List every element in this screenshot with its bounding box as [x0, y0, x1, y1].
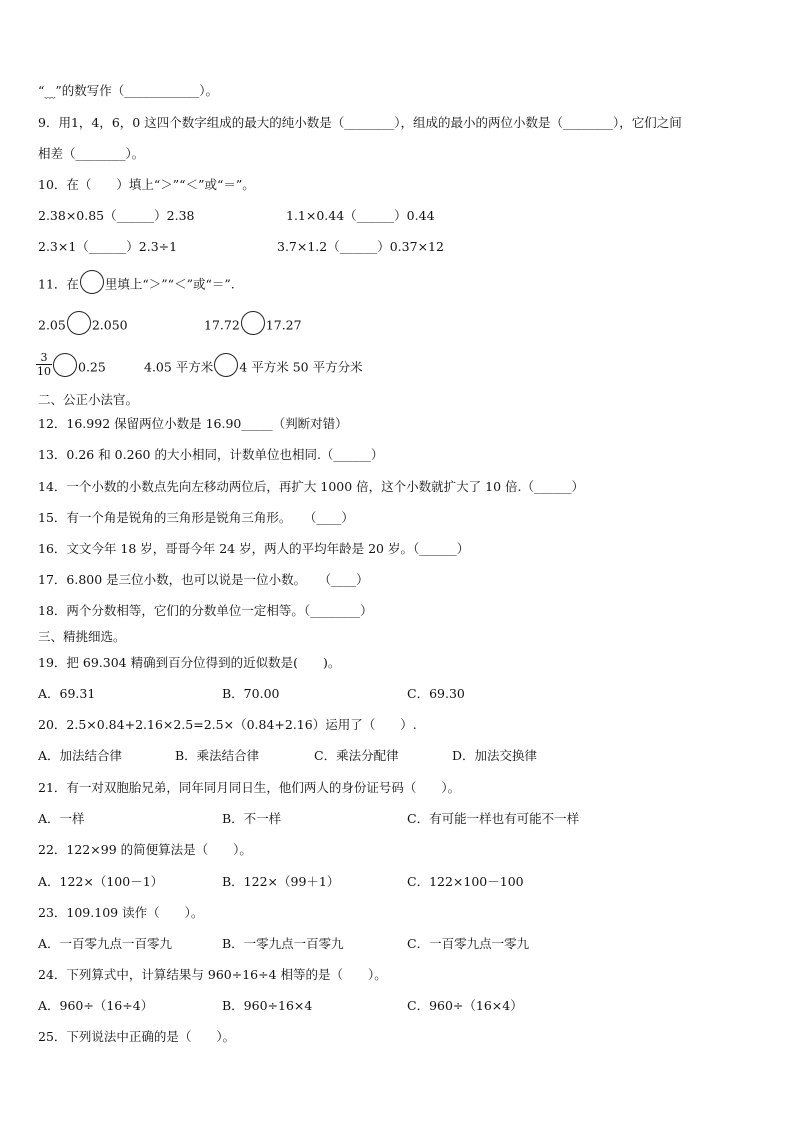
q10-title: 10．在（ ）填上“＞”“＜”或“＝”。	[38, 177, 255, 192]
q19-option-a[interactable]: A．69.31	[38, 686, 96, 701]
q10-item-c: 2.3×1（______）2.3÷1	[38, 239, 178, 254]
q20-option-d[interactable]: D．加法交换律	[452, 748, 538, 763]
section-2-heading: 二、公正小法官。	[38, 392, 139, 407]
q24-stem: 24．下列算式中，计算结果与 960÷16÷4 相等的是（ ）。	[38, 967, 387, 982]
q11-item-a: 2.05 2.050	[38, 317, 128, 335]
q9-line1: 9．用1，4，6，0 这四个数字组成的最大的纯小数是（________），组成的最小的两位小数是（________），它们之间	[38, 115, 682, 130]
q20-stem: 20．2.5×0.84+2.16×2.5=2.5×（0.84+2.16）运用了（ ）.	[38, 717, 417, 732]
q21-option-a[interactable]: A．一样	[38, 811, 85, 826]
q22-option-b[interactable]: B．122×（99＋1）	[222, 874, 340, 889]
q21-stem: 21．有一对双胞胎兄弟，同年同月同日生，他们两人的身份证号码（ ）。	[38, 780, 461, 795]
q13: 13．0.26 和 0.260 的大小相同，计数单位也相同.（______）	[38, 447, 384, 462]
q23-stem: 23．109.109 读作（ ）。	[38, 905, 204, 920]
q19-option-c[interactable]: C．69.30	[407, 686, 465, 701]
q15: 15．有一个角是锐角的三角形是锐角三角形。 （____）	[38, 510, 354, 525]
q11-title: 11．在 里填上“＞”“＜”或“＝”.	[38, 276, 235, 294]
q10-item-b: 1.1×0.44（______）0.44	[286, 208, 435, 223]
q14: 14．一个小数的小数点先向左移动两位后，再扩大 1000 倍，这个小数就扩大了 10 倍.（______）	[38, 479, 584, 494]
answer-circle[interactable]	[214, 353, 238, 377]
q10-item-a: 2.38×0.85（______）2.38	[38, 208, 195, 223]
section-3-heading: 三、精挑细选。	[38, 629, 126, 644]
q21-option-b[interactable]: B．不一样	[222, 811, 282, 826]
answer-circle[interactable]	[67, 311, 91, 335]
q9-line2: 相差（________）。	[38, 146, 145, 161]
fraction-3-10: $\frac{3}{10}$	[37, 351, 51, 378]
q23-option-a[interactable]: A．一百零九点一百零九	[38, 936, 173, 951]
answer-circle[interactable]	[241, 311, 265, 335]
q20-option-c[interactable]: C．乘法分配律	[314, 748, 399, 763]
q10-item-d: 3.7×1.2（______）0.37×12	[277, 239, 444, 254]
q20-option-a[interactable]: A．加法结合律	[38, 748, 123, 763]
q17: 17．6.800 是三位小数，也可以说是一位小数。 （____）	[38, 572, 369, 587]
q23-option-c[interactable]: C．一百零九点一零九	[407, 936, 530, 951]
q24-option-b[interactable]: B．960÷16×4	[222, 998, 313, 1013]
q19-option-b[interactable]: B．70.00	[222, 686, 280, 701]
q18: 18．两个分数相等，它们的分数单位一定相等。（________）	[38, 603, 373, 618]
q12: 12．16.992 保留两位小数是 16.90_____（判断对错）	[38, 416, 348, 431]
q24-option-c[interactable]: C．960÷（16×4）	[407, 998, 523, 1013]
q16: 16．文文今年 18 岁，哥哥今年 24 岁，两人的平均年龄是 20 岁。（______）	[38, 541, 470, 556]
q22-option-a[interactable]: A．122×（100－1）	[38, 874, 164, 889]
q22-option-c[interactable]: C．122×100－100	[407, 874, 524, 889]
q11-item-c: 0.25	[52, 359, 106, 377]
answer-circle[interactable]	[80, 270, 104, 294]
q24-option-a[interactable]: A．960÷（16÷4）	[38, 998, 154, 1013]
q8-tail: “﹏”的数写作（____________）。	[38, 83, 219, 100]
q22-stem: 22．122×99 的简便算法是（ ）。	[38, 842, 252, 857]
q20-option-b[interactable]: B．乘法结合律	[175, 748, 260, 763]
answer-circle[interactable]	[53, 353, 77, 377]
q25-stem: 25．下列说法中正确的是（ ）。	[38, 1029, 236, 1044]
q11-item-b: 17.72 17.27	[204, 317, 302, 335]
wave-underline-glyph: ﹏	[44, 87, 56, 100]
q11-item-d: 4.05 平方米 4 平方米 50 平方分米	[144, 359, 363, 377]
q21-option-c[interactable]: C．有可能一样也有可能不一样	[407, 811, 580, 826]
q23-option-b[interactable]: B．一零九点一百零九	[222, 936, 344, 951]
q19-stem: 19．把 69.304 精确到百分位得到的近似数是( )。	[38, 655, 341, 670]
